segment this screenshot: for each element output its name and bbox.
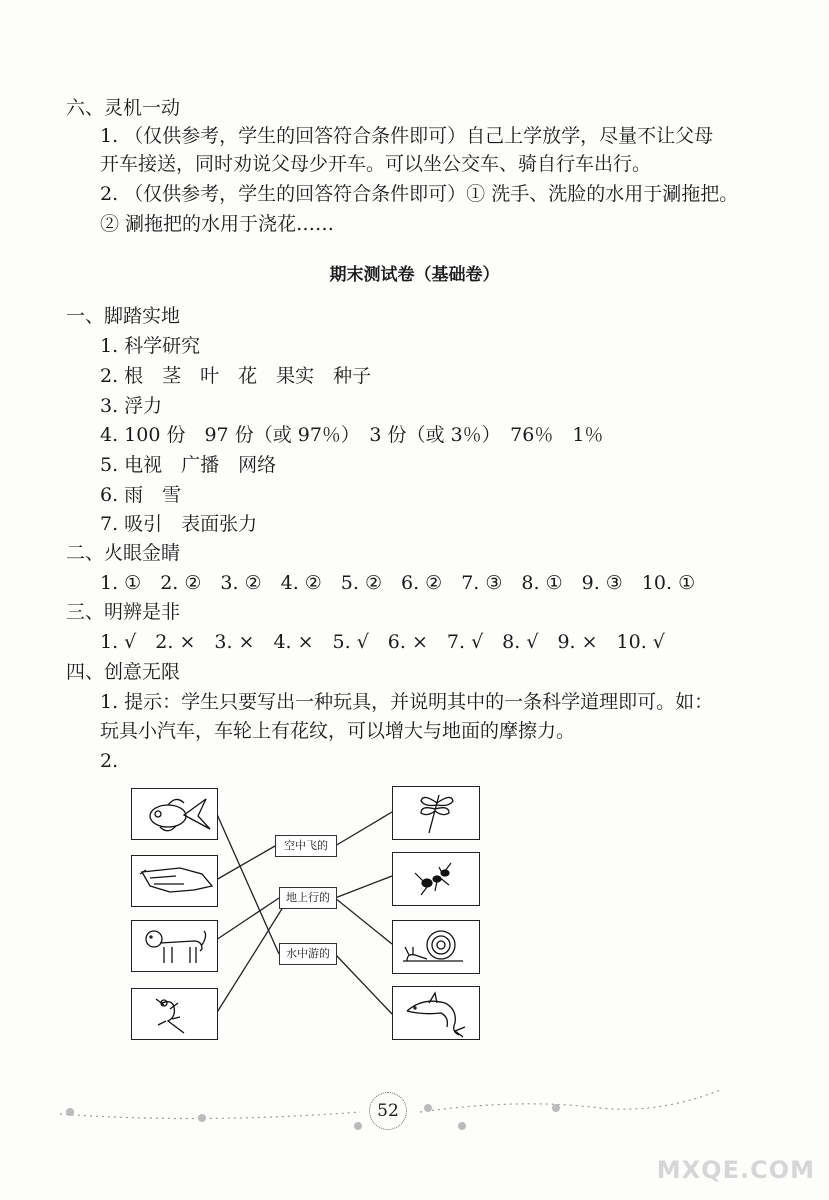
part1-item: 4. 100 份 97 份（或 97％） 3 份（或 3％） 76％ 1％ [100,424,604,446]
part4-item1-line2: 玩具小汽车，车轮上有花纹，可以增大与地面的摩擦力。 [100,720,576,742]
exam-title: 期末测试卷（基础卷） [329,265,500,285]
part3-answers: 1. √ 2. × 3. × 4. × 5. √ 6. × 7. √ 8. √ 9. × 10. √ [100,631,665,653]
section6-item2-line1: 2. （仅供参考，学生的回答符合条件即可）① 洗手、洗脸的水用于涮拖把。 [100,183,739,205]
part4-heading: 四、创意无限 [66,661,181,683]
section6-item1-line1: 1. （仅供参考，学生的回答符合条件即可）自己上学放学，尽量不让父母 [100,125,714,147]
part1-item: 1. 科学研究 [100,335,201,357]
section6-item1-line2: 开车接送，同时劝说父母少开车。可以坐公交车、骑自行车出行。 [100,153,652,175]
part2-answers: 1. ① 2. ② 3. ② 4. ② 5. ② 6. ② 7. ③ 8. ① 9. ③ 10. ① [100,572,696,594]
part1-item: 2. 根 茎 叶 花 果实 种子 [100,365,372,387]
page-number: 52 [369,1092,407,1130]
part1-item: 6. 雨 雪 [100,484,182,506]
part1-item: 3. 浮力 [100,395,163,417]
part3-heading: 三、明辨是非 [66,601,181,623]
part1-item: 7. 吸引 表面张力 [100,513,258,535]
category-label-walking: 地上行的 [279,887,337,909]
part1-item: 5. 电视 广播 网络 [100,454,277,476]
part2-heading: 二、火眼金睛 [66,542,181,564]
category-label-flying: 空中飞的 [275,835,337,857]
watermark: MXQE.COM [656,1156,815,1184]
part4-item1-line1: 1. 提示：学生只要写出一种玩具，并说明其中的一条科学道理即可。如： [100,691,714,713]
category-label-swimming: 水中游的 [279,943,337,965]
part4-item2-label: 2. [100,750,119,772]
section6-heading: 六、灵机一动 [66,97,181,119]
part1-heading: 一、脚踏实地 [66,305,181,327]
section6-item2-line2: ② 涮拖把的水用于浇花…… [100,213,335,235]
